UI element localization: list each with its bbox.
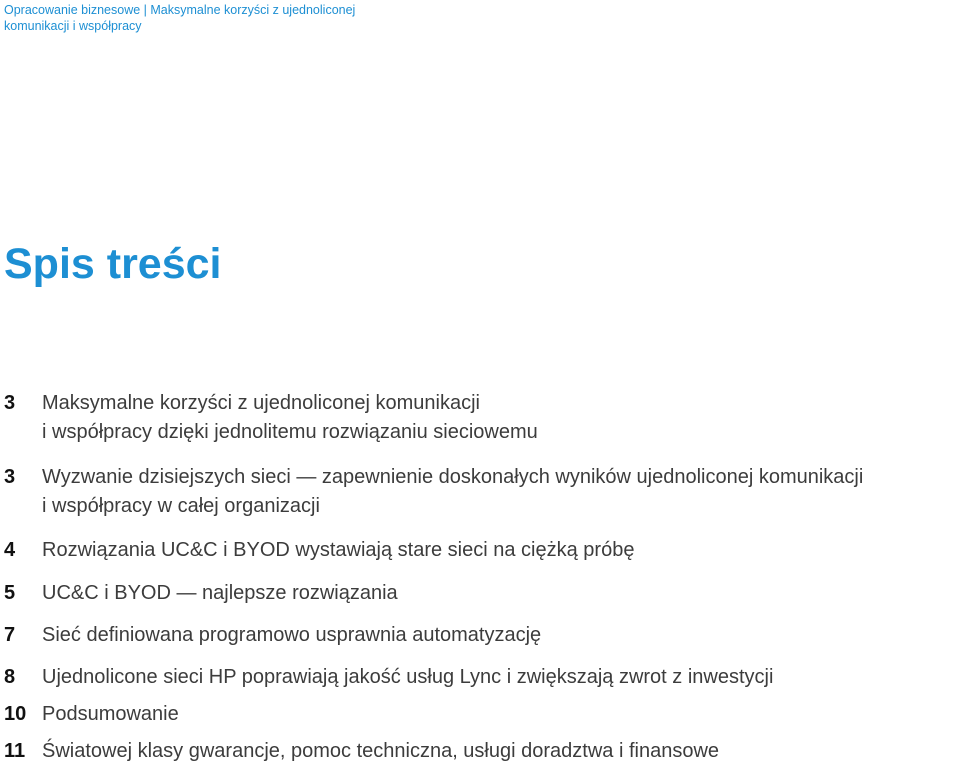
toc-page-number: 10 [4, 703, 27, 725]
toc-entry-title [42, 463, 957, 521]
page-title: Spis treści [4, 240, 222, 288]
toc-entry-title-line: i współpracy dzięki jednolitemu rozwiązaniu sieciowemu [42, 421, 538, 443]
toc-entry-title: Sieć definiowana programowo usprawnia automatyzację [42, 624, 542, 646]
header-breadcrumb: Opracowanie biznesowe | Maksymalne korzyści z ujednoliconej komunikacji i współpracy [4, 3, 356, 33]
toc-entry-title: Rozwiązania UC&C i BYOD wystawiają stare sieci na ciężką próbę [42, 539, 635, 561]
toc-entry[interactable] [0, 663, 960, 692]
toc-page-number: 3 [4, 466, 16, 488]
toc-page-number: 3 [4, 392, 16, 414]
toc-entry-title-line: i współpracy w całej organizacji [42, 495, 320, 517]
toc-entry[interactable] [0, 700, 960, 729]
toc-page-number: 4 [4, 539, 16, 561]
toc-entry[interactable] [0, 389, 960, 447]
toc-entry-title: Podsumowanie [42, 703, 179, 725]
toc-page-number: 8 [4, 666, 16, 688]
toc-entry[interactable] [0, 536, 960, 565]
toc-page-number: 11 [4, 740, 26, 762]
toc-page-number: 7 [4, 624, 16, 646]
toc-entry-title-line: Wyzwanie dzisiejszych sieci — zapewnienie doskonałych wyników ujednoliconej komunikacji [42, 466, 864, 488]
toc-entry[interactable] [0, 621, 960, 650]
toc-entry-title: Ujednolicone sieci HP poprawiają jakość usług Lync i zwiększają zwrot z inwestycji [42, 666, 774, 688]
toc-page-number: 5 [4, 582, 16, 604]
toc-entry-title: Światowej klasy gwarancje, pomoc techniczna, usługi doradztwa i finansowe [42, 740, 720, 762]
toc-entry-title-line: Maksymalne korzyści z ujednoliconej komunikacji [42, 392, 480, 414]
toc-entry[interactable] [0, 579, 960, 608]
toc-entry[interactable] [0, 463, 960, 521]
toc-entry-title: UC&C i BYOD — najlepsze rozwiązania [42, 582, 398, 604]
toc-entry-title [42, 389, 957, 447]
document-header [4, 2, 384, 34]
table-of-contents [0, 389, 960, 766]
toc-entry[interactable] [0, 737, 960, 766]
